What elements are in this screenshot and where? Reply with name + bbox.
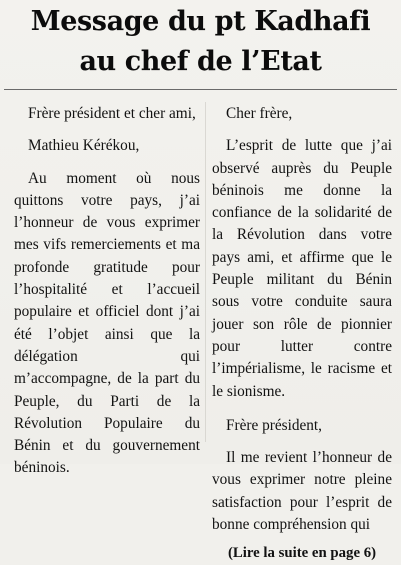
left-addressee-name: Mathieu Kérékou, xyxy=(28,137,140,155)
headline xyxy=(6,2,395,82)
right-salutation-2: Frère président, xyxy=(226,416,322,434)
headline-rule xyxy=(4,89,397,90)
left-body-paragraph: Au moment où nous quittons votre pays, j’ai l’honneur de vous exprimer mes vifs remerciements et ma profonde gratitude pour l’hospitalité et l’accueil populaire et officiel dont j’ai été l’objet ainsi que la délégation qui m’accompagne, de la part du Peuple, du Parti de la Révolution Populaire du Bénin et du gouvernement béninois. xyxy=(14,169,200,477)
column-divider xyxy=(205,102,206,442)
headline-line-2: au chef de l’Etat xyxy=(79,46,322,77)
headline-line-1: Message du pt Kadhafi xyxy=(30,6,371,37)
left-column xyxy=(14,103,200,480)
right-paragraph-2: Il me revient l’honneur de vous exprimer notre pleine satisfaction pour l’esprit de bonne compréhension qui xyxy=(212,449,392,534)
continued-on-page-note: (Lire la suite en page 6) xyxy=(227,545,377,562)
right-salutation: Cher frère, xyxy=(226,105,293,122)
left-salutation: Frère président et cher ami, xyxy=(28,105,196,122)
right-paragraph-1: L’esprit de lutte que j’ai observé auprès du Peuple béninois me donne la confiance de la solidarité de la Révolution dans votre pays ami, et affirme que le Peuple militant du Bénin sous votre conduite saura jouer son rôle de pionnier pour lutter contre l’impérialisme, le racisme et le sionisme. xyxy=(212,137,392,400)
right-column xyxy=(212,103,392,565)
